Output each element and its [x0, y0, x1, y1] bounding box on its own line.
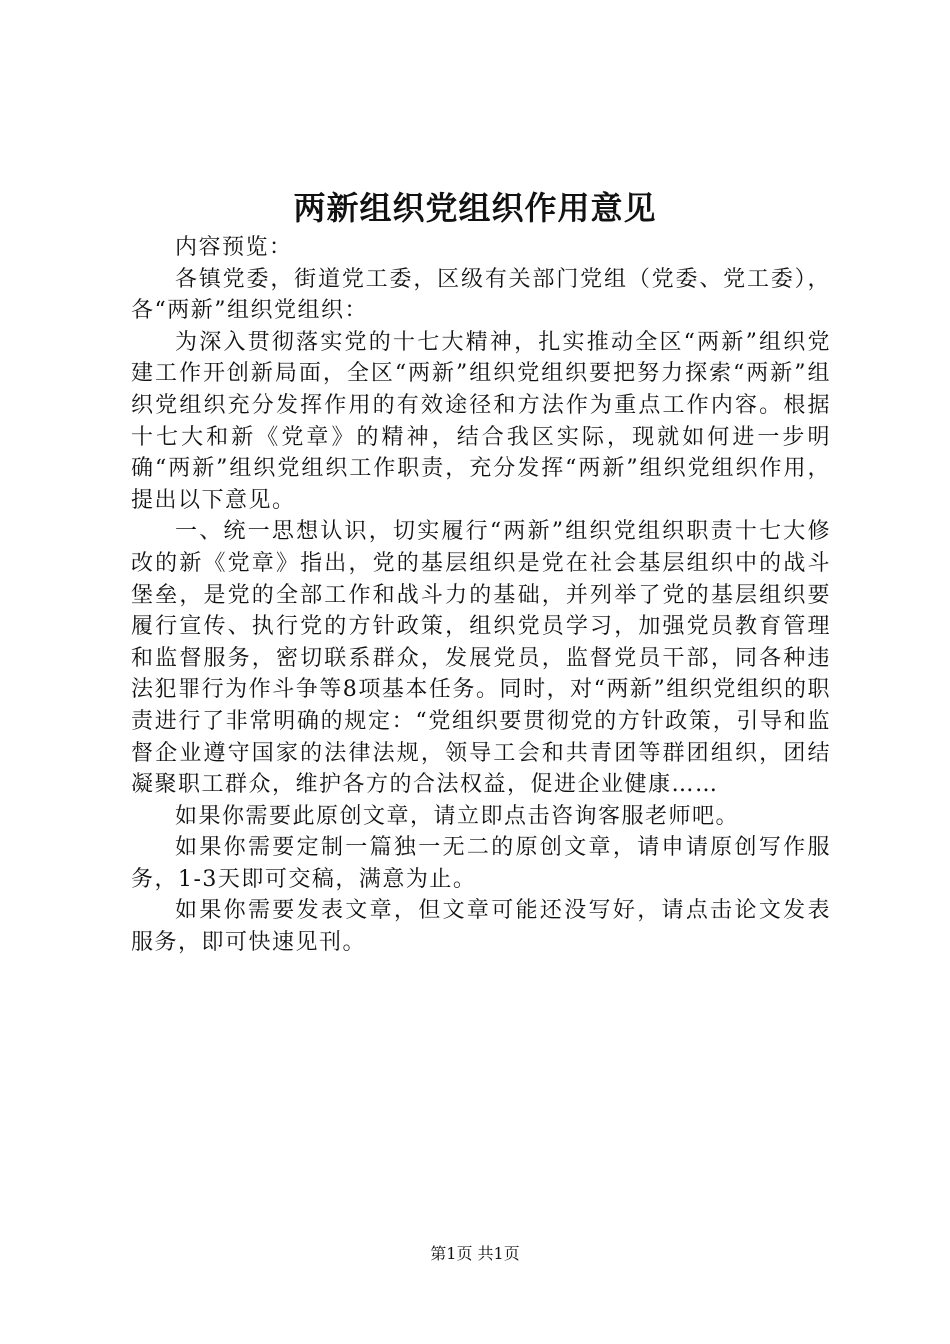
paragraph-introduction: 为深入贯彻落实党的十七大精神，扎实推动全区“两新”组织党建工作开创新局面，全区“两新”组织党组织要把努力探索“两新”组织党组织充分发挥作用的有效途径和方法作为重点工作内容。根据十七大和新《党章》的精神，结合我区实际，现就如何进一步明确“两新”组织党组织工作职责，充分发挥“两新”组织党组织作用，提出以下意见。 — [131, 329, 831, 513]
document-title: 两新组织党组织作用意见 — [293, 189, 657, 227]
paragraph-section-one: 一、统一思想认识，切实履行“两新”组织党组织职责十七大修改的新《党章》指出，党的基层组织是党在社会基层组织中的战斗堡垒，是党的全部工作和战斗力的基础，并列举了党的基层组织要履行宣传、执行党的方针政策，组织党员学习，加强党员教育管理和监督服务，密切联系群众，发展党员，监督党员干部，同各种违法犯罪行为作斗争等8项基本任务。同时，对“两新”组织党组织的职责进行了非常明确的规定：“党组织要贯彻党的方针政策，引导和监督企业遵守国家的法律法规，领导工会和共青团等群团组织，团结凝聚职工群众，维护各方的合法权益，促进企业健康…… — [131, 519, 831, 798]
paragraph-publishing-service: 如果你需要发表文章，但文章可能还没写好，请点击论文发表服务，即可快速见刊。 — [131, 898, 831, 956]
paragraph-preview-label: 内容预览： — [175, 235, 293, 260]
paragraph-addressees: 各镇党委，街道党工委，区级有关部门党组（党委、党工委），各“两新”组织党组织： — [131, 266, 831, 324]
paragraph-consult-service: 如果你需要此原创文章，请立即点击咨询客服老师吧。 — [175, 803, 740, 829]
page-number-footer: 第1页 共1页 — [430, 1244, 520, 1263]
paragraph-custom-writing: 如果你需要定制一篇独一无二的原创文章，请申请原创写作服务，1-3天即可交稿，满意为止。 — [131, 835, 831, 892]
document-body — [131, 232, 831, 959]
